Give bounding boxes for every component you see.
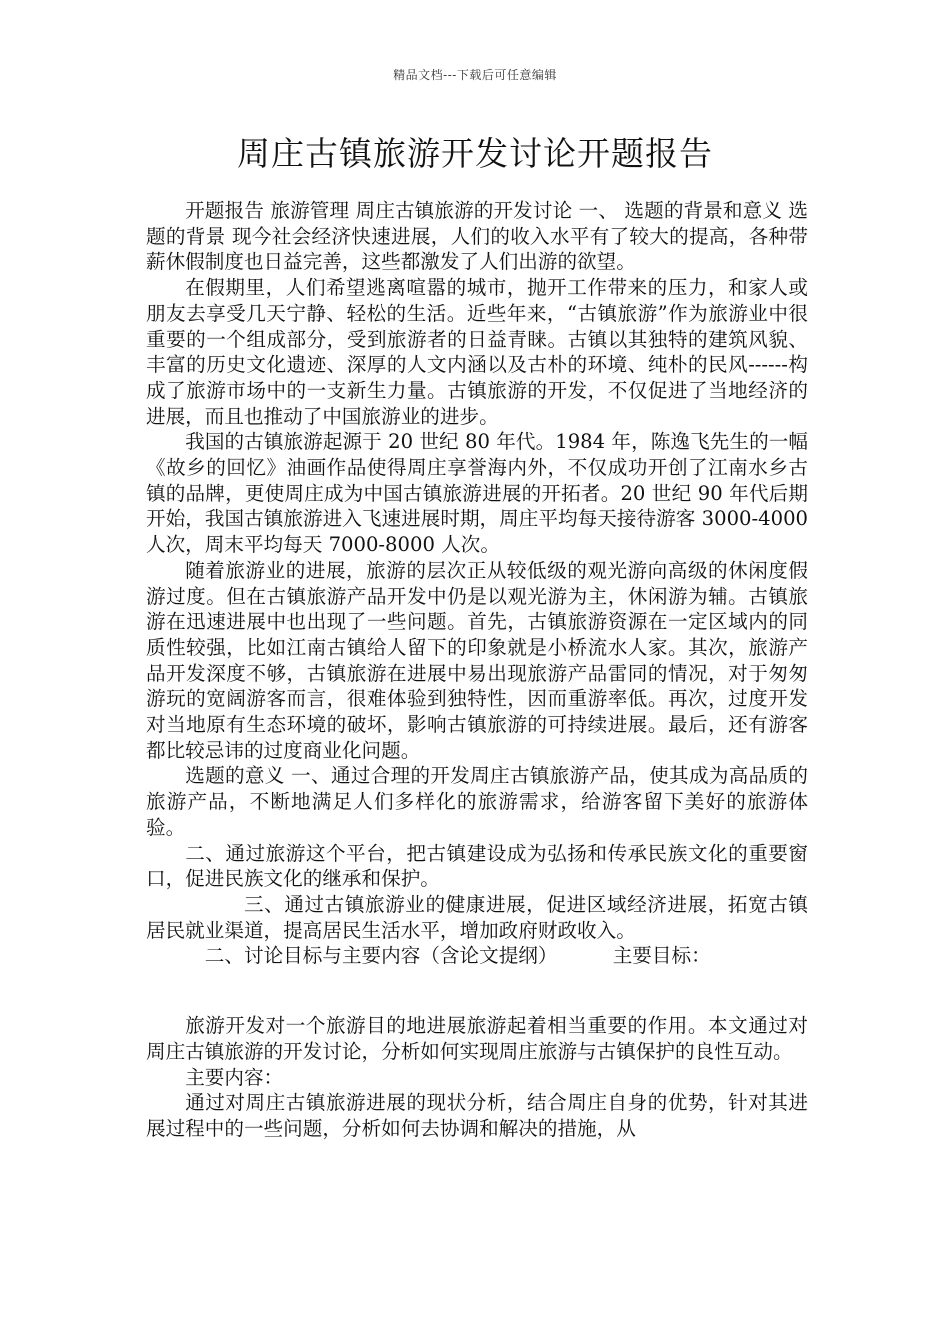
paragraph-significance-3: 三、通过古镇旅游业的健康进展，促进区域经济进展，拓宽古镇居民就业渠道，提高居民生活水平，增加政府财政收入。: [146, 892, 808, 942]
paragraph-significance-2: 二、通过旅游这个平台，把古镇建设成为弘扬和传承民族文化的重要窗口，促进民族文化的继承和保护。: [146, 841, 808, 891]
blank-space: [146, 969, 808, 1013]
paragraph-significance-1: 选题的意义 一、通过合理的开发周庄古镇旅游产品，使其成为高品质的旅游产品，不断地满足人们多样化的旅游需求，给游客留下美好的旅游体验。: [146, 764, 808, 839]
paragraph-main-goal: 旅游开发对一个旅游目的地进展旅游起着相当重要的作用。本文通过对周庄古镇旅游的开发讨论，分析如何实现周庄旅游与古镇保护的良性互动。: [146, 1014, 808, 1063]
paragraph-problems: 随着旅游业的进展，旅游的层次正从较低级的观光游向高级的休闲度假游过度。但在古镇旅游产品开发中仍是以观光游为主，休闲游为辅。古镇旅游在迅速进展中也出现了一些问题。首先，古镇旅游资源在一定区域内的同质性较强，比如江南古镇给人留下的印象就是小桥流水人家。其次，旅游产品开发深度不够，古镇旅游在进展中易出现旅游产品雷同的情况，对于匆匆游玩的宽阔游客而言，很难体验到独特性，因而重游率低。再次，过度开发对当地原有生态环境的破坏，影响古镇旅游的可持续进展。最后，还有游客都比较忌讳的过度商业化问题。: [146, 558, 808, 762]
document-title: 周庄古镇旅游开发讨论开题报告: [237, 134, 713, 173]
paragraph-main-content: 通过对周庄古镇旅游进展的现状分析，结合周庄自身的优势，针对其进展过程中的一些问题，分析如何去协调和解决的措施，从: [146, 1091, 808, 1140]
page-header-watermark: 精品文档---下载后可任意编辑: [393, 68, 557, 82]
section-heading-goals: 二、讨论目标与主要内容（含论文提纲） 主要目标：: [204, 944, 711, 968]
paragraph-holiday: 在假期里，人们希望逃离喧嚣的城市，抛开工作带来的压力，和家人或朋友去享受几天宁静、轻松的生活。近些年来，“古镇旅游”作为旅游业中很重要的一个组成部分，受到旅游者的日益青睐。古镇以其独特的建筑风貌、丰富的历史文化遗迹、深厚的人文内涵以及古朴的环境、纯朴的民风------构成了旅游市场中的一支新生力量。古镇旅游的开发，不仅促进了当地经济的进展，而且也推动了中国旅游业的进步。: [146, 276, 808, 428]
paragraph-background: 开题报告 旅游管理 周庄古镇旅游的开发讨论 一、 选题的背景和意义 选题的背景 现今社会经济快速进展，人们的收入水平有了较大的提高，各种带薪休假制度也日益完善，这些都激发了人们出游的欲望。: [146, 199, 808, 274]
subheading-main-content: 主要内容：: [185, 1065, 284, 1089]
paragraph-origin: 我国的古镇旅游起源于 20 世纪 80 年代。1984 年，陈逸飞先生的一幅《故乡的回忆》油画作品使得周庄享誉海内外，不仅成功开创了江南水乡古镇的品牌，更使周庄成为中国古镇旅游进展的开拓者。20 世纪 90 年代后期开始，我国古镇旅游进入飞速进展时期，周庄平均每天接待游客 3000-4000 人次，周末平均每天 7000-8000 人次。: [146, 430, 808, 557]
document-body: [146, 198, 808, 1142]
